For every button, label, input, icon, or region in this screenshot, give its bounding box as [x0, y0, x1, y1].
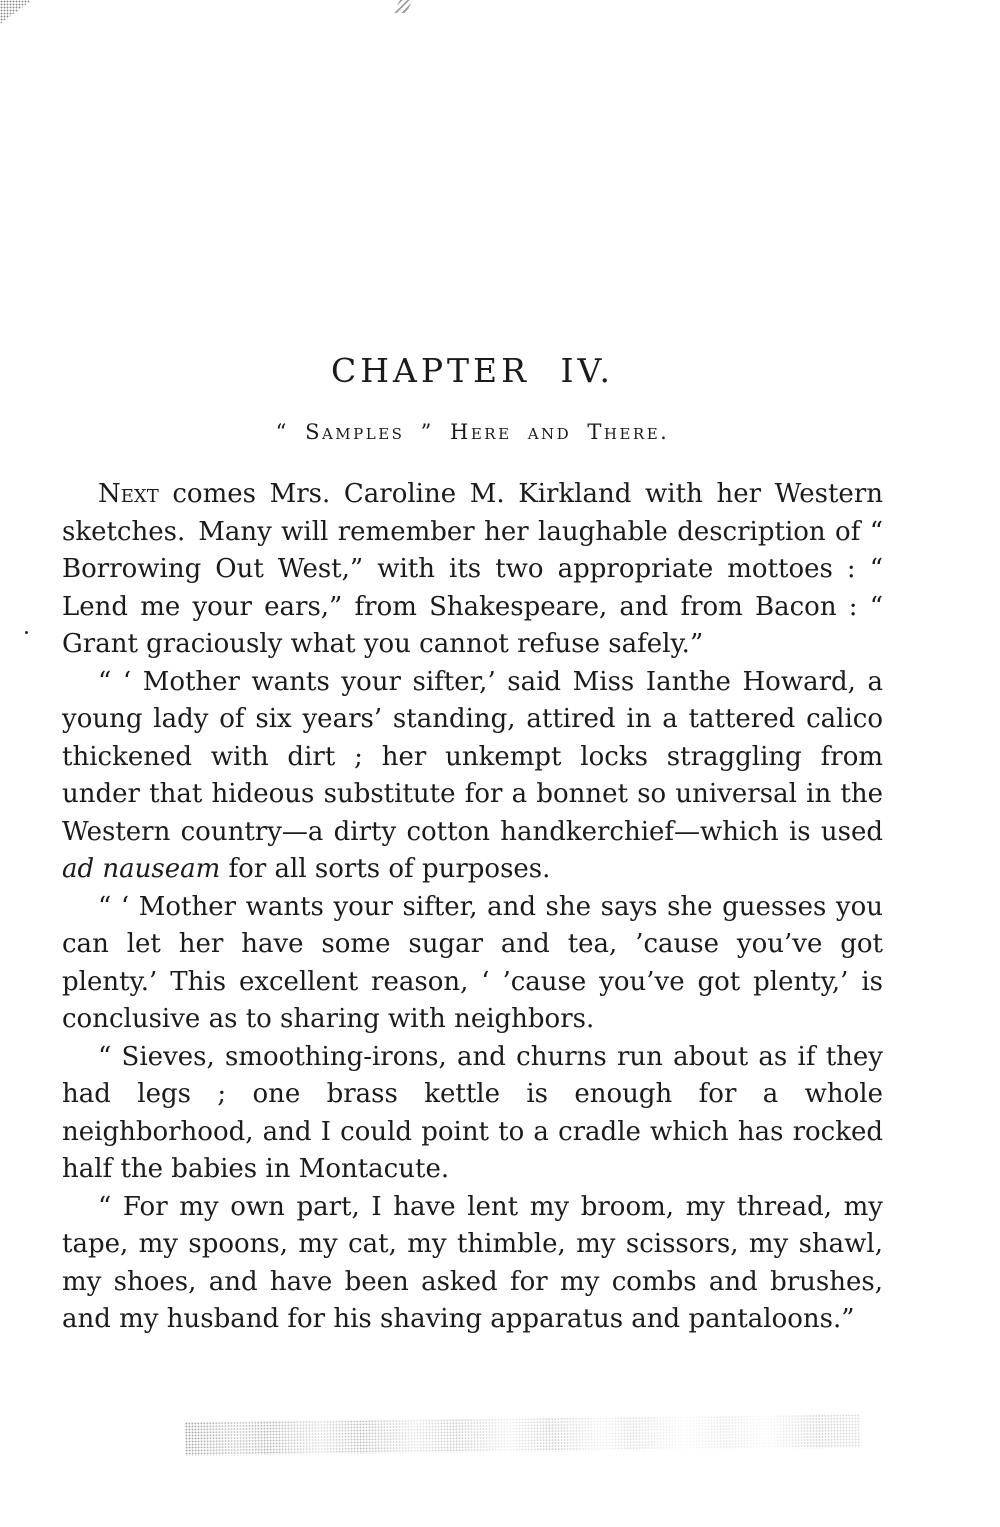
text-run: comes Mrs. Caroline M. Kirkland with her Western sketches. Many will remember her laughable description of “ Borrowing Out West,” with its two appropriate mottoes : “ Lend me your ears,” from Shakespeare, and from Bacon : “ Grant graciously what you cannot refuse safely.” — [62, 479, 883, 659]
paragraph — [62, 889, 883, 1039]
text-run: “ For my own part, I have lent my broom, my thread, my tape, my spoons, my cat, my thimble, my scissors, my shawl, my shoes, and have been asked for my combs and brushes, and my husband for his shaving apparatus and pantaloons.” — [62, 1191, 883, 1334]
paragraph — [62, 1039, 883, 1189]
scan-artifact-top-mark — [393, 0, 413, 13]
body-text — [62, 476, 883, 1339]
text-run: “ Sieves, smoothing-irons, and churns run about as if they had legs ; one brass kettle is enough for a whole neighborhood, and I could point to a cradle which has rocked half the babies in Montacute. — [62, 1041, 883, 1184]
section-subtitle: “ Samples ” Here and There. — [275, 420, 670, 444]
paragraph — [62, 1189, 883, 1339]
scan-artifact-corner — [0, 0, 32, 24]
text-run: for all sorts of purposes. — [220, 854, 551, 884]
text-run: ad nauseam — [62, 854, 221, 884]
text-run: Next — [98, 479, 159, 509]
paragraph — [62, 476, 883, 664]
chapter-heading: CHAPTER IV. — [330, 351, 615, 390]
text-run: “ ‘ Mother wants your sifter, and she says she guesses you can let her have some sugar and tea, ’cause you’ve got plenty.’ This excellent reason, ‘ ’cause you’ve got plenty,’ is conclusive as to sharing with neighbors. — [62, 891, 883, 1034]
scan-artifact-dot — [25, 631, 28, 634]
page-text-block — [62, 350, 883, 1339]
illegible-smudge — [185, 1414, 860, 1456]
text-run: “ ‘ Mother wants your sifter,’ said Miss Ianthe Howard, a young lady of six years’ standing, attired in a tattered calico thickened with dirt ; her unkempt locks straggling from under that hideous substitute for a bonnet so universal in the Western country—a dirty cotton handkerchief—which is used — [62, 666, 883, 847]
paragraph — [62, 664, 883, 889]
